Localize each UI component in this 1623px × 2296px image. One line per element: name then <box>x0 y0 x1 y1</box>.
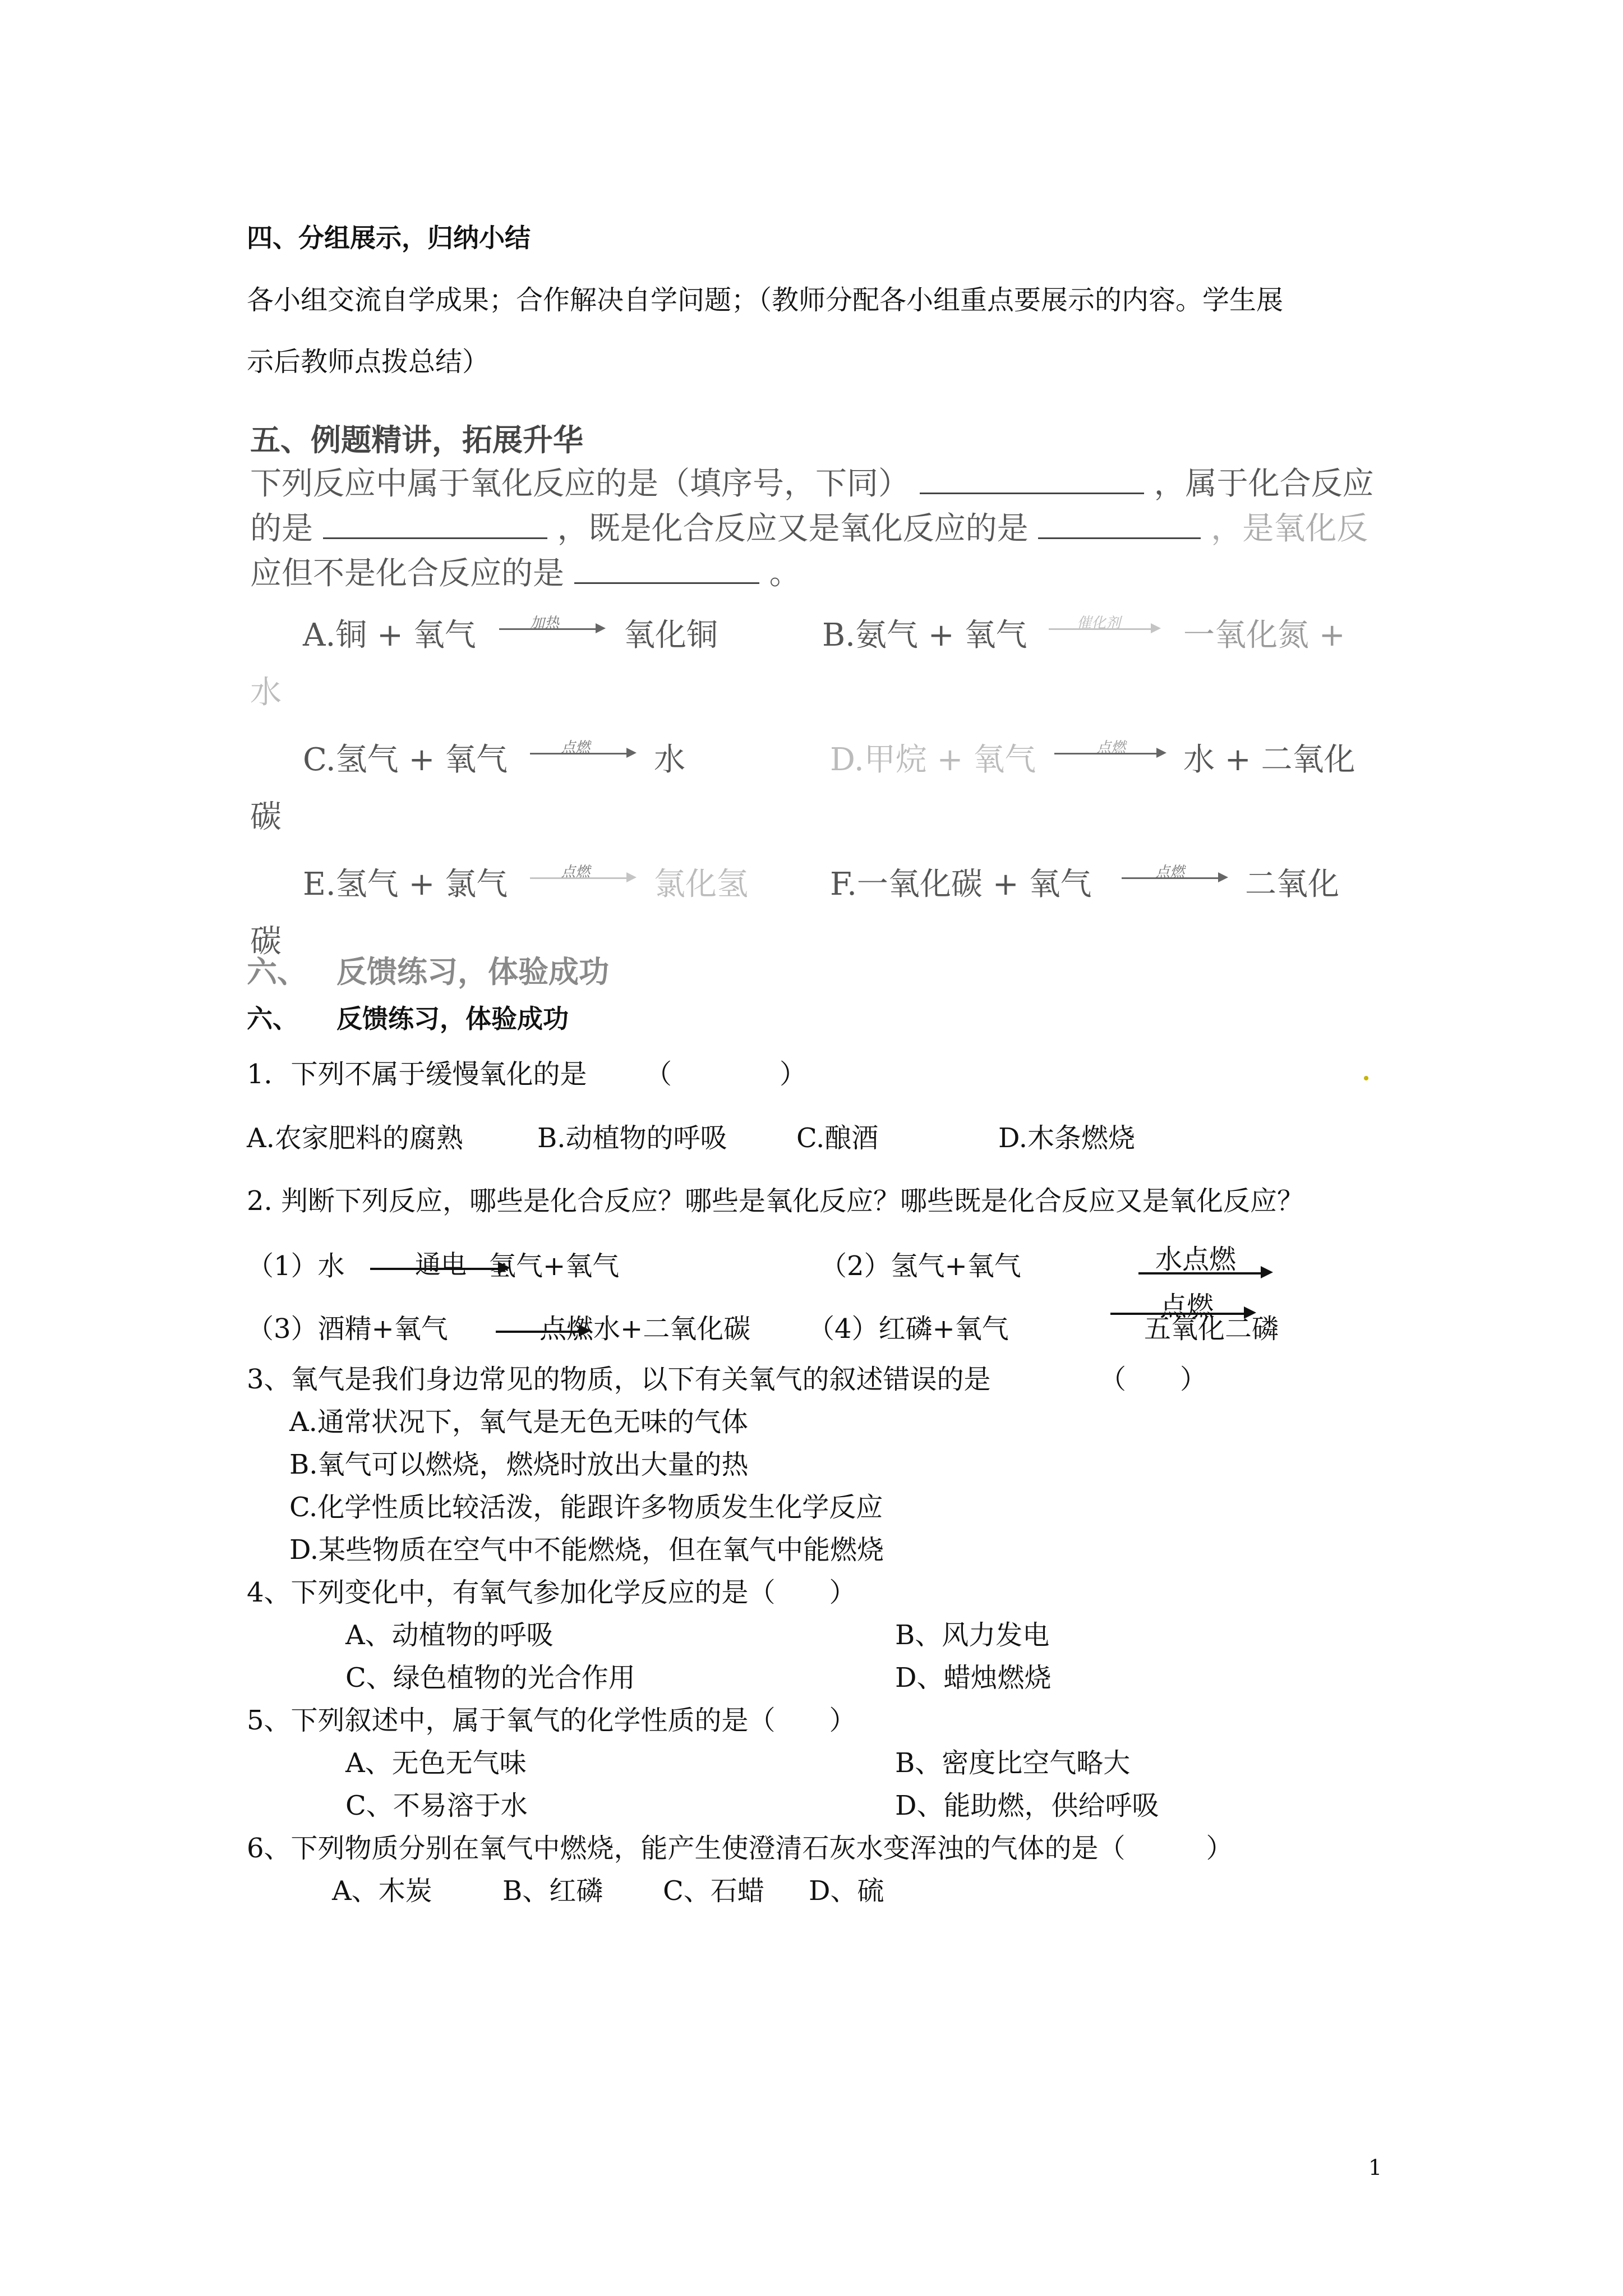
option-d-reactants: D.甲烷 + 氧气 <box>830 742 1036 778</box>
reaction-arrow <box>1054 746 1166 760</box>
option-f-products-wrap: 碳 <box>250 923 282 960</box>
q3-answer-paren[interactable]: （ ） <box>1099 1364 1207 1395</box>
q2-reaction1-reactant: （1）水 <box>247 1250 345 1282</box>
option-c-condition: 点燃 <box>561 739 591 756</box>
option-f-products: 二氧化 <box>1245 866 1339 903</box>
q2-reaction3-text: 点燃水+二氧化碳 <box>540 1313 751 1345</box>
option-a-products: 氧化铜 <box>624 617 718 654</box>
q1-option-b: B.动植物的呼吸 <box>537 1122 727 1154</box>
q2-stem: 2. 判断下列反应，哪些是化合反应？哪些是氧化反应？哪些既是化合反应又是氧化反应？ <box>247 1185 1304 1217</box>
q2-reaction1-products: 氢气+氧气 <box>489 1250 620 1282</box>
reaction-arrow <box>1138 1266 1273 1279</box>
q2-reaction4-products: 五氧化二磷 <box>1144 1313 1279 1345</box>
q6-option-c: C、石蜡 <box>663 1875 764 1907</box>
q2-reaction1-condition: 通电 <box>415 1249 467 1280</box>
q4-option-c: C、绿色植物的光合作用 <box>345 1662 635 1694</box>
option-d-condition: 点燃 <box>1096 739 1126 756</box>
q5-option-b: B、密度比空气略大 <box>895 1747 1131 1779</box>
option-c-reactants: C.氢气 + 氧气 <box>303 742 508 778</box>
page-number: 1 <box>1368 2155 1382 2180</box>
q1-option-d: D.木条燃烧 <box>998 1122 1136 1154</box>
q3-option-d: D.某些物质在空气中不能燃烧，但在氧气中能燃烧 <box>289 1534 884 1566</box>
option-f-condition: 点燃 <box>1155 864 1185 881</box>
stray-mark <box>1364 1076 1368 1080</box>
q4-option-d: D、蜡烛燃烧 <box>895 1662 1052 1694</box>
q4-option-a: A、动植物的呼吸 <box>345 1619 554 1651</box>
option-e-condition: 点燃 <box>561 864 591 881</box>
option-e-products: 氯化氢 <box>654 866 748 903</box>
q3-option-c: C.化学性质比较活泼，能跟许多物质发生化学反应 <box>289 1492 883 1523</box>
reaction-arrow <box>1122 871 1228 884</box>
q5-option-a: A、无色无气味 <box>345 1747 527 1779</box>
section6-heading: 反馈练习，体验成功 <box>336 1004 569 1034</box>
q2-reaction4-condition: 点燃 <box>1160 1291 1214 1322</box>
question-text: 应但不是化合反应的是 <box>250 555 564 592</box>
reaction-arrow <box>530 871 637 884</box>
q4-stem: 4、下列变化中，有氧气参加化学反应的是（ ） <box>247 1577 856 1608</box>
section5-question-line1 <box>250 459 1374 504</box>
question-text: 的是 <box>250 510 313 547</box>
q1-answer-paren[interactable]: （ ） <box>645 1059 807 1090</box>
option-d-products-wrap: 碳 <box>250 799 282 835</box>
q3-stem: 3、氧气是我们身边常见的物质，以下有关氧气的叙述错误的是 <box>247 1364 991 1395</box>
q2-reaction2-text: 水点燃 <box>1155 1244 1237 1275</box>
q5-option-d: D、能助燃，供给呼吸 <box>895 1790 1159 1821</box>
question-text: ，属于化合反应 <box>1154 466 1374 502</box>
option-a-reactants: A.铜 + 氧气 <box>303 617 476 654</box>
section5-question-line2 <box>250 504 1368 549</box>
q5-option-c: C、不易溶于水 <box>345 1790 528 1821</box>
section6-heading-number: 六、 <box>247 1004 298 1034</box>
reaction-arrow <box>530 746 637 760</box>
answer-blank-oxidation-not-combination[interactable] <box>574 560 759 584</box>
q4-option-b: B、风力发电 <box>895 1619 1050 1651</box>
q1-option-c: C.酿酒 <box>796 1122 879 1154</box>
q6-option-a: A、木炭 <box>332 1875 432 1907</box>
option-e-reactants: E.氢气 + 氯气 <box>303 866 508 903</box>
option-f-reactants: F.一氧化碳 + 氧气 <box>830 866 1092 903</box>
q1-stem: 1．下列不属于缓慢氧化的是 <box>247 1059 587 1090</box>
option-b-products: 一氧化氮 + <box>1183 617 1345 654</box>
question-text: ，既是化合反应又是氧化反应的是 <box>557 510 1029 547</box>
option-d-products: 水 + 二氧化 <box>1183 742 1355 778</box>
q6-option-b: B、红磷 <box>502 1875 603 1907</box>
section4-heading: 四、分组展示，归纳小结 <box>247 223 531 253</box>
section5-heading: 五、例题精讲，拓展升华 <box>250 422 583 458</box>
reaction-arrow <box>1049 622 1161 635</box>
q6-stem: 6、下列物质分别在氧气中燃烧，能产生使澄清石灰水变浑浊的气体的是（ ） <box>247 1833 1233 1864</box>
question-text: 下列反应中属于氧化反应的是（填序号，下同） <box>250 466 910 502</box>
reaction-arrow <box>499 622 606 635</box>
scan-cutoff-fragment: 六、 反馈练习，体验成功 <box>247 954 609 990</box>
answer-blank-both[interactable] <box>1038 515 1201 539</box>
option-c-products: 水 <box>654 742 685 778</box>
option-a-condition: 加热 <box>530 615 560 632</box>
question-text: 。 <box>769 555 801 592</box>
q2-reaction4-reactants: （4）红磷+氧气 <box>808 1313 1009 1345</box>
answer-blank-oxidation[interactable] <box>920 470 1144 494</box>
answer-blank-combination[interactable] <box>323 515 547 539</box>
q1-option-a: A.农家肥料的腐熟 <box>247 1122 463 1154</box>
q6-option-d: D、硫 <box>809 1875 884 1907</box>
option-b-products-wrap: 水 <box>250 674 282 711</box>
option-b-condition: 催化剂 <box>1077 615 1121 632</box>
option-b-reactants: B.氨气 + 氧气 <box>822 617 1027 654</box>
section5-question-line3 <box>250 549 801 593</box>
q3-option-b: B.氧气可以燃烧，燃烧时放出大量的热 <box>289 1449 749 1480</box>
section4-line2: 示后教师点拨总结） <box>247 346 490 378</box>
section4-line1: 各小组交流自学成果；合作解决自学问题；（教师分配各小组重点要展示的内容。学生展 <box>247 284 1284 316</box>
q3-option-a: A.通常状况下，氧气是无色无味的气体 <box>289 1406 748 1438</box>
question-text: ，是氧化反 <box>1211 510 1368 547</box>
q2-reaction2-reactants: （2）氢气+氧气 <box>820 1250 1021 1282</box>
q5-stem: 5、下列叙述中，属于氧气的化学性质的是（ ） <box>247 1705 856 1736</box>
q2-reaction3-reactants: （3）酒精+氧气 <box>247 1313 448 1345</box>
